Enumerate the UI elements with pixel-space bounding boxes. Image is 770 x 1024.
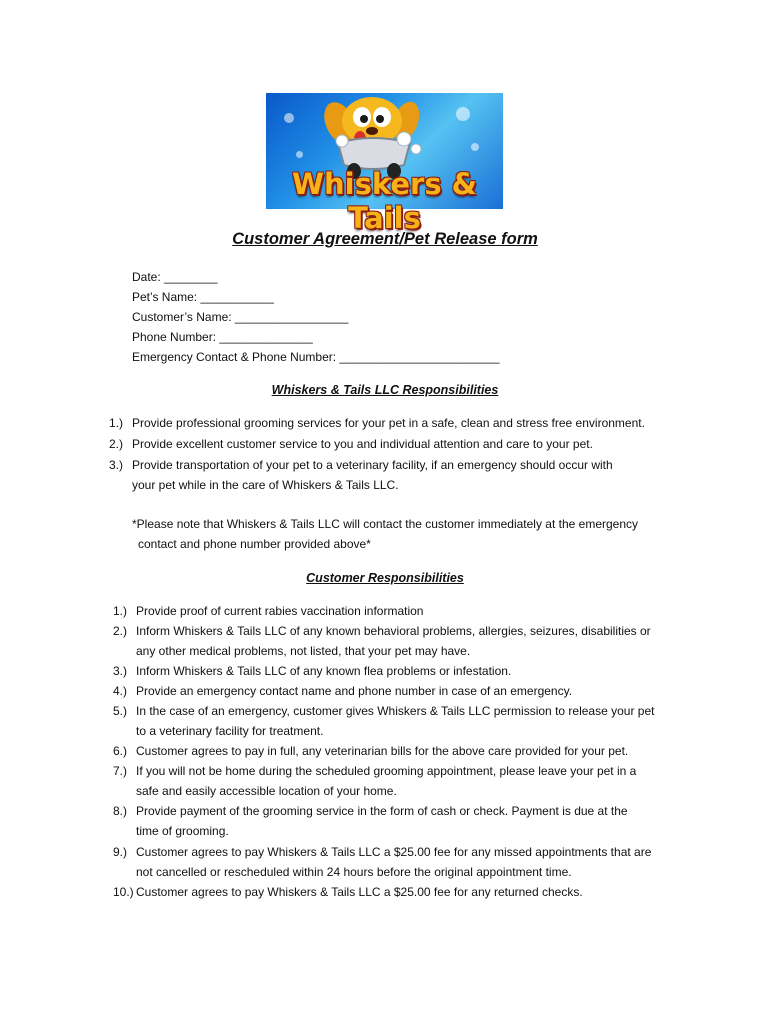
list-item-text: Provide payment of the grooming service in the form of cash or check. Payment is due at the <box>136 804 628 818</box>
page-title: Customer Agreement/Pet Release form <box>232 230 538 248</box>
list-item-text-continued: not cancelled or rescheduled within 24 hours before the original appointment time. <box>136 865 572 879</box>
list-item-number: 7.) <box>113 764 128 778</box>
list-item-number: 8.) <box>113 804 128 818</box>
list-item-text: Provide excellent customer service to you and individual attention and care to your pet. <box>132 437 593 451</box>
date-field: Date: ________ <box>132 270 218 284</box>
list-item-text: Provide professional grooming services for your pet in a safe, clean and stress free environment. <box>132 416 645 430</box>
list-item-number: 3.) <box>113 664 128 678</box>
customer-responsibilities-heading: Customer Responsibilities <box>306 571 464 585</box>
list-item-number: 6.) <box>113 744 128 758</box>
pet-name-field: Pet’s Name: ___________ <box>132 290 274 304</box>
list-item-number: 5.) <box>113 704 128 718</box>
customer-name-field: Customer’s Name: _________________ <box>132 310 349 324</box>
brand-logo-text: Whiskers & Tails <box>292 167 477 235</box>
list-item-text-continued: any other medical problems, not listed, that your pet may have. <box>136 644 471 658</box>
emergency-note-continued: contact and phone number provided above* <box>138 537 371 551</box>
list-item-text: Provide proof of current rabies vaccination information <box>136 604 424 618</box>
list-item-number: 10.) <box>113 885 134 899</box>
list-item-text: If you will not be home during the scheduled grooming appointment, please leave your pet in a <box>136 764 637 778</box>
list-item-number: 9.) <box>113 845 128 859</box>
list-item-number: 1.) <box>109 416 124 430</box>
phone-number-field: Phone Number: ______________ <box>132 330 313 344</box>
list-item-text: Inform Whiskers & Tails LLC of any known flea problems or infestation. <box>136 664 512 678</box>
list-item-number: 2.) <box>109 437 124 451</box>
list-item-text: Inform Whiskers & Tails LLC of any known behavioral problems, allergies, seizures, disabilities or <box>136 624 651 638</box>
list-item-text: Customer agrees to pay in full, any veterinarian bills for the above care provided for your pet. <box>136 744 629 758</box>
list-item-text-continued: time of grooming. <box>136 824 229 838</box>
list-item-text: Customer agrees to pay Whiskers & Tails LLC a $25.00 fee for any missed appointments that are <box>136 845 652 859</box>
list-item-text-continued: safe and easily accessible location of your home. <box>136 784 397 798</box>
emergency-contact-field: Emergency Contact & Phone Number: ________________________ <box>132 350 500 364</box>
list-item-text-continued: to a veterinary facility for treatment. <box>136 724 324 738</box>
list-item-number: 3.) <box>109 458 124 472</box>
list-item-number: 4.) <box>113 684 128 698</box>
brand-logo <box>266 93 503 235</box>
list-item-number: 2.) <box>113 624 128 638</box>
list-item-text: Provide an emergency contact name and phone number in case of an emergency. <box>136 684 573 698</box>
company-responsibilities-heading: Whiskers & Tails LLC Responsibilities <box>271 383 499 397</box>
list-item-text: Provide transportation of your pet to a veterinary facility, if an emergency should occur with <box>132 458 613 472</box>
list-item-text-continued: your pet while in the care of Whiskers & Tails LLC. <box>132 478 399 492</box>
list-item-text: In the case of an emergency, customer gives Whiskers & Tails LLC permission to release your pet <box>136 704 655 718</box>
list-item-number: 1.) <box>113 604 128 618</box>
list-item-text: Customer agrees to pay Whiskers & Tails LLC a $25.00 fee for any returned checks. <box>136 885 583 899</box>
emergency-note: *Please note that Whiskers & Tails LLC will contact the customer immediately at the emergency <box>132 517 639 531</box>
